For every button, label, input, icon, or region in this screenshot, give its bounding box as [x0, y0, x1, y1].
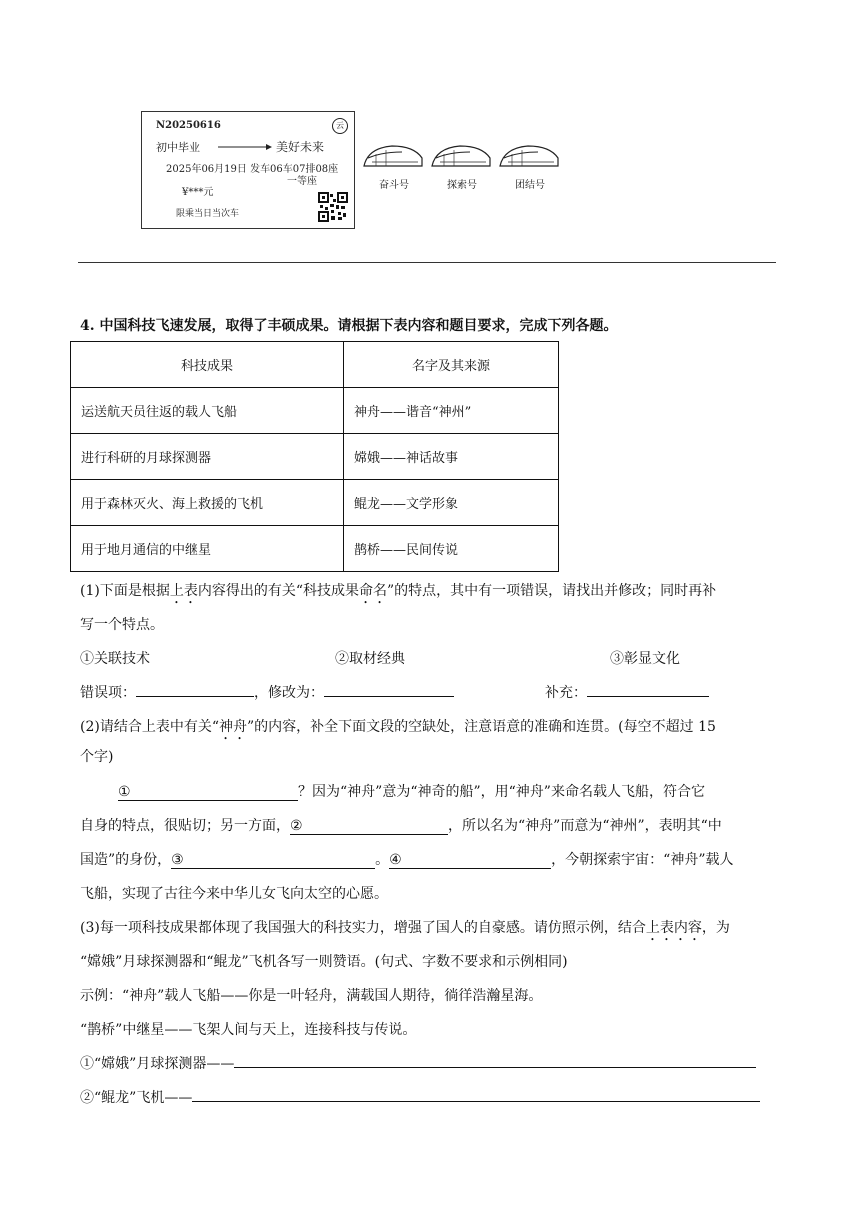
train-item: [498, 140, 562, 191]
part2-passage-line1: [118, 781, 705, 801]
option-1: ①关联技术: [80, 651, 150, 667]
error-blank[interactable]: [136, 682, 254, 697]
table-cell: 运送航天员往返的载人飞船: [71, 388, 344, 434]
table-cell: 鲲龙——文学形象: [344, 480, 559, 526]
text: ？因为“神舟”意为“神奇的船”，用“神舟”来命名载人飞船，符合它: [298, 784, 705, 800]
part2-passage-line3: [80, 849, 734, 869]
blank-1[interactable]: [118, 784, 298, 801]
part1-line1: [80, 580, 716, 607]
answer-label: ①“嫦娥”月球探测器——: [80, 1056, 235, 1072]
answer-kunlong: [80, 1087, 760, 1107]
ticket-number: N20250616: [156, 120, 221, 131]
tech-table: [70, 341, 559, 572]
table-cell: 用于地月通信的中继星: [71, 526, 344, 572]
table-header-row: [71, 342, 559, 388]
example-2: “鹊桥”中继星——飞架人间与天上，连接科技与传说。: [80, 1022, 417, 1038]
train-label: 奋斗号: [379, 180, 409, 191]
add-label: 补充：: [545, 685, 587, 701]
table-row: [71, 526, 559, 572]
answer-chang-e: [80, 1053, 756, 1073]
part2-passage-line2: [80, 815, 722, 835]
train-ticket: [141, 111, 355, 229]
ticket-price: ¥***元: [182, 187, 214, 198]
qr-code-icon: [318, 192, 348, 222]
table-row: [71, 434, 559, 480]
text: (3)每一项科技成果都体现了我国强大的科技实力，增强了国人的自豪感。请仿照示例，结合: [80, 920, 646, 936]
ticket-class: 一等座: [287, 176, 317, 187]
train-icon: [362, 140, 424, 172]
text: ，为: [701, 920, 730, 936]
blank-4[interactable]: [389, 852, 551, 869]
fix-blank[interactable]: [324, 682, 454, 697]
text: ”的特点，其中有一项错误，请找出并修改；同时再补: [387, 583, 717, 599]
blank-3[interactable]: [171, 852, 375, 869]
option-2: ②取材经典: [335, 651, 405, 667]
train-item: [430, 140, 494, 191]
blank-marker: ①: [118, 784, 131, 800]
answer-blank-2[interactable]: [192, 1087, 760, 1102]
train-icon: [498, 140, 560, 172]
text: 自身的特点，很贴切；另一方面，: [80, 818, 290, 834]
question-title: 4. 中国科技飞速发展，取得了丰硕成果。请根据下表内容和题目要求，完成下列各题。: [80, 318, 618, 334]
emphasis-text: 上表: [169, 583, 198, 599]
text: 。: [375, 852, 390, 868]
text: 内容得出的有关“科技成果: [197, 583, 360, 599]
text: 国造”的身份，: [80, 852, 172, 868]
table-row: [71, 388, 559, 434]
answer-line-2: [545, 682, 709, 702]
divider: [78, 262, 776, 263]
text: (1)下面是根据: [80, 583, 170, 599]
text: ，今朝探索宇宙：“神舟”载人: [551, 852, 734, 868]
table-cell: 进行科研的月球探测器: [71, 434, 344, 480]
part3-line2: “嫦娥”月球探测器和“鲲龙”飞机各写一则赞语。(句式、字数不要求和示例相同): [80, 954, 568, 970]
train-illustrations: [362, 140, 562, 200]
ticket-date: 2025年06月19日 发车: [166, 164, 271, 175]
ticket-from: 初中毕业: [156, 141, 200, 154]
ticket-note: 限乘当日当次车: [176, 209, 240, 219]
train-label: 团结号: [515, 180, 545, 191]
part1-line2: 写一个特点。: [80, 617, 164, 633]
text: (2)请结合上表中有关“: [80, 719, 219, 735]
text: ”的内容，补全下面文段的空缺处，注意语意的准确和连贯。(每空不超过 15: [247, 719, 716, 735]
fix-label: ，修改为：: [254, 685, 324, 701]
emphasis-text: 上表内容: [645, 920, 702, 936]
part2-passage-line4: 飞船，实现了古往今来中华儿女飞向太空的心愿。: [80, 886, 388, 902]
answer-line-1: [80, 682, 454, 702]
table-cell: 嫦娥——神话故事: [344, 434, 559, 480]
arrow-icon: [218, 143, 272, 151]
cloud-badge: 云: [332, 118, 348, 134]
part2-line1: [80, 716, 716, 743]
blank-2[interactable]: [290, 818, 448, 835]
blank-marker: ④: [389, 852, 402, 868]
table-cell: 神舟——谐音“神州”: [344, 388, 559, 434]
emphasis-text: 神舟: [219, 719, 247, 735]
answer-blank-1[interactable]: [234, 1053, 756, 1068]
table-cell: 用于森林灭火、海上救援的飞机: [71, 480, 344, 526]
train-icon: [430, 140, 492, 172]
table-cell: 鹊桥——民间传说: [344, 526, 559, 572]
error-label: 错误项：: [80, 685, 136, 701]
text: ，所以名为“神舟”而意为“神州”，表明其“中: [448, 818, 722, 834]
blank-marker: ③: [171, 852, 184, 868]
answer-label: ②“鲲龙”飞机——: [80, 1090, 193, 1106]
train-label: 探索号: [447, 180, 477, 191]
table-header: 名字及其来源: [344, 342, 559, 388]
emphasis-text: 命名: [359, 583, 388, 599]
ticket-seat: 06车07排08座: [270, 164, 339, 175]
table-header: 科技成果: [71, 342, 344, 388]
option-3: ③彰显文化: [610, 651, 680, 667]
table-row: [71, 480, 559, 526]
blank-marker: ②: [290, 818, 303, 834]
ticket-to: 美好未来: [276, 140, 325, 154]
example-1: 示例：“神舟”载人飞船——你是一叶轻舟，满载国人期待，徜徉浩瀚星海。: [80, 988, 543, 1004]
add-blank[interactable]: [587, 682, 709, 697]
train-item: [362, 140, 426, 191]
part2-line2: 个字): [80, 749, 114, 765]
part3-line1: [80, 917, 730, 944]
